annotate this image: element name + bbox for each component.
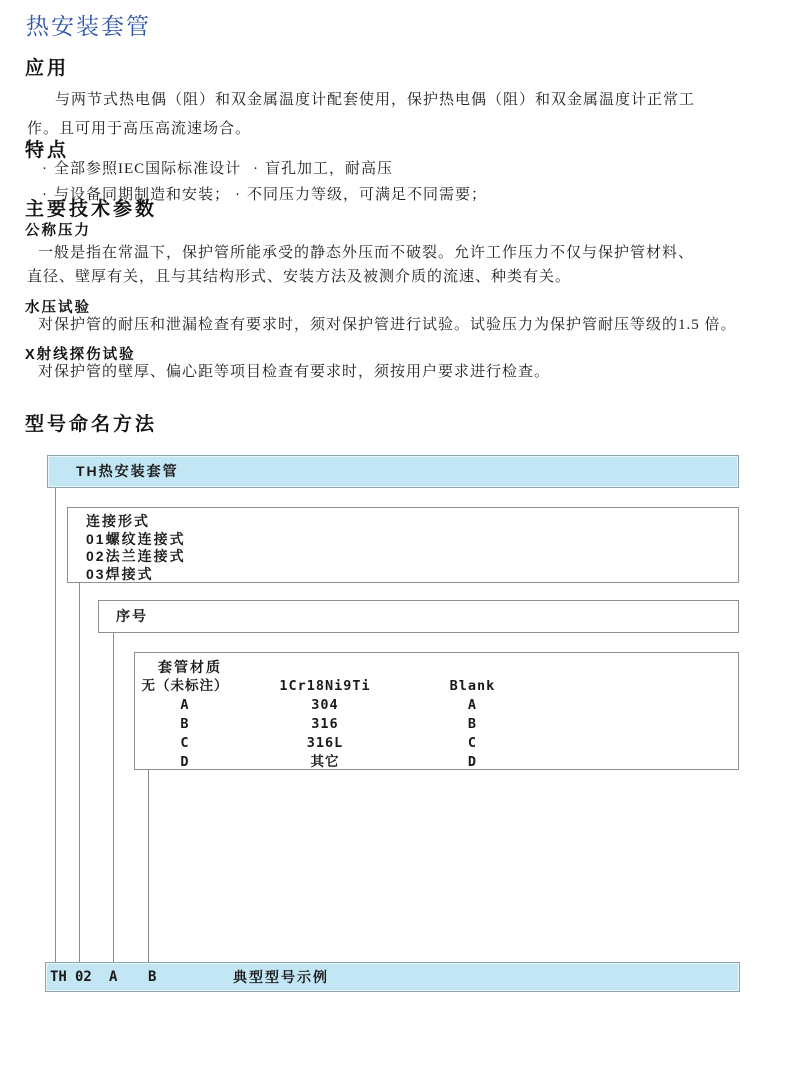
feature-item-label: 盲孔加工，耐高压: [265, 161, 394, 177]
material-row: [135, 753, 738, 772]
material-row: [135, 696, 738, 715]
example-code-material: B: [148, 969, 157, 985]
material-mark: B: [467, 716, 478, 732]
paragraph-line: 对保护管的壁厚、偏心距等项目检查有要求时，须按用户要求进行检查。: [38, 364, 551, 380]
material-mark: D: [467, 754, 478, 770]
material-name: 1Cr18Ni9Ti: [279, 678, 371, 694]
material-name: 316L: [306, 735, 344, 751]
material-code: 无（未标注）: [141, 678, 229, 694]
material-mark: C: [467, 735, 478, 751]
example-code-th: TH: [50, 969, 67, 985]
paragraph-line: 一般是指在常温下，保护管所能承受的静态外压而不破裂。允许工作压力不仅与保护管材料、: [38, 245, 695, 261]
connection-box-title: 连接形式: [86, 513, 150, 529]
example-code-serial: A: [109, 969, 118, 985]
section-heading-naming-method: 型号命名方法: [25, 414, 158, 435]
material-row: [135, 734, 738, 753]
diagram-connection-type-box: [67, 507, 739, 583]
connector-line-serial: [113, 633, 114, 962]
subsection-heading-xray-test: X射线探伤试验: [25, 347, 136, 363]
connection-option: 01螺纹连接式: [86, 530, 186, 547]
section-heading-features: 特点: [25, 140, 70, 161]
material-name: 316: [311, 716, 339, 732]
feature-item: [235, 183, 487, 204]
subsection-heading-nominal-pressure: 公称压力: [25, 223, 91, 239]
feature-item-label: 不同压力等级，可满足不同需要；: [247, 187, 488, 203]
connector-line-connection: [79, 583, 80, 962]
material-name: 304: [311, 697, 339, 713]
material-mark: A: [467, 697, 478, 713]
feature-item: [253, 157, 393, 178]
xray-test-paragraph: [27, 362, 743, 382]
subsection-heading-hydrostatic-test: 水压试验: [25, 300, 91, 316]
material-mark: Blank: [449, 678, 496, 694]
example-code-connection: 02: [75, 969, 92, 985]
feature-item-label: 与设备同期制造和安装；: [54, 187, 231, 203]
material-code: B: [180, 716, 190, 732]
material-code: A: [180, 697, 190, 713]
diagram-root-box: [47, 455, 739, 488]
diagram-material-box: [134, 652, 739, 770]
feature-item-label: 全部参照IEC国际标准设计: [54, 161, 242, 177]
bullet-icon: ·: [42, 161, 48, 177]
bullet-icon: ·: [42, 187, 48, 203]
paragraph-line: 直径、壁厚有关，且与其结构形式、安装方法及被测介质的流速、种类有关。: [27, 269, 572, 285]
material-row: [135, 715, 738, 734]
connector-line-th: [55, 488, 56, 962]
material-row: [135, 677, 738, 696]
application-paragraph: [27, 86, 743, 144]
page-title: 热安装套管: [26, 14, 151, 39]
paragraph-line: 作。且可用于高压高流速场合。: [27, 121, 252, 137]
material-code: C: [180, 735, 190, 751]
diagram-example-box: [45, 962, 740, 992]
paragraph-line: 与两节式热电偶（阻）和双金属温度计配套使用，保护热电偶（阻）和双金属温度计正常工: [55, 92, 696, 108]
feature-item: [42, 157, 253, 178]
root-box-label: TH热安装套管: [76, 463, 179, 479]
bullet-icon: ·: [253, 161, 259, 177]
nominal-pressure-paragraph: [27, 241, 743, 289]
connection-option: 02法兰连接式: [86, 548, 186, 564]
bullet-icon: ·: [235, 187, 241, 203]
section-heading-application: 应用: [25, 58, 70, 79]
connector-line-material: [148, 770, 149, 962]
feature-row: [42, 157, 393, 178]
example-box-label: 典型型号示例: [233, 969, 329, 985]
diagram-serial-box: [98, 600, 739, 633]
material-name: 其它: [310, 754, 340, 770]
section-heading-parameters: 主要技术参数: [25, 199, 158, 220]
connection-option: 03焊接式: [86, 565, 154, 582]
material-box-title: 套管材质: [158, 659, 222, 675]
serial-box-label: 序号: [116, 608, 148, 624]
material-code: D: [180, 754, 190, 770]
paragraph-line: 对保护管的耐压和泄漏检查有要求时，须对保护管进行试验。试验压力为保护管耐压等级的1.5 倍。: [38, 317, 737, 333]
hydrostatic-test-paragraph: [27, 315, 743, 335]
